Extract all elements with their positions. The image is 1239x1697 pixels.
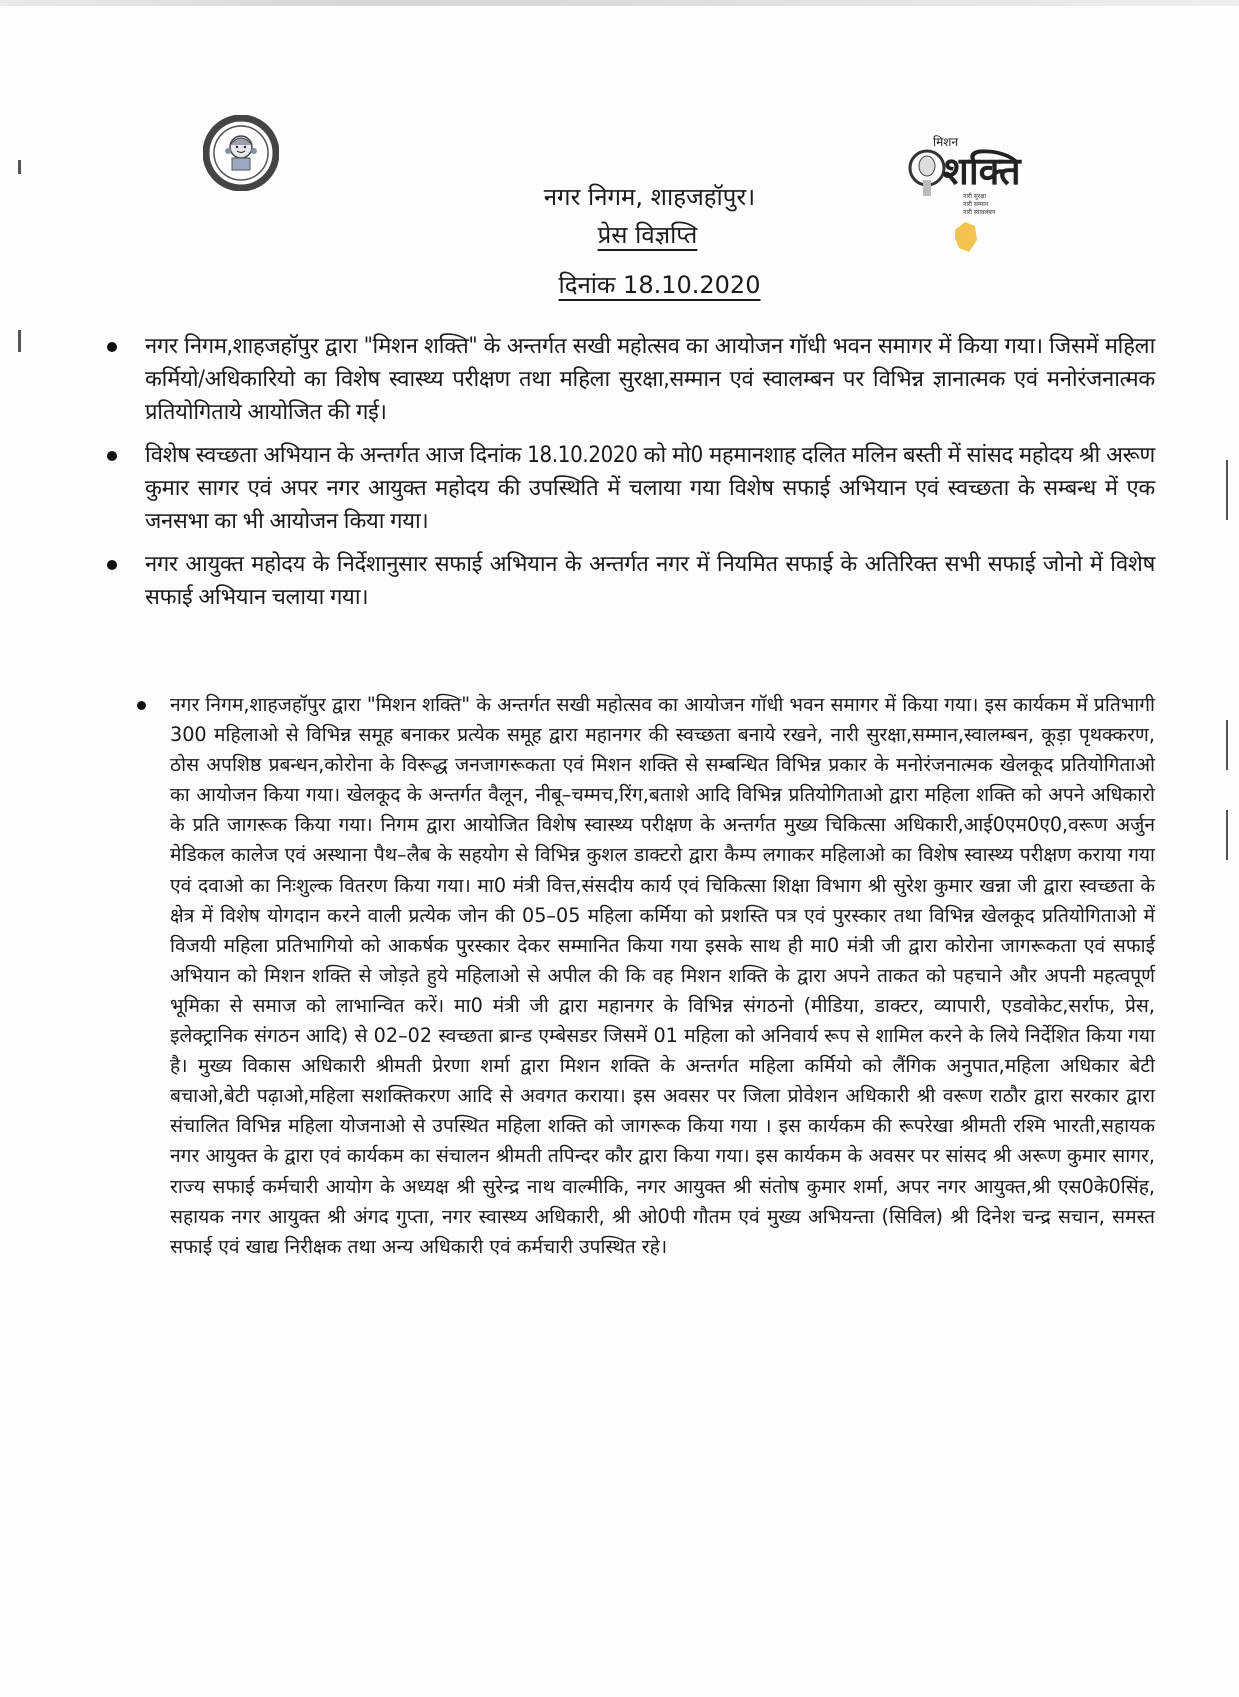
summary-list	[105, 330, 1155, 624]
bullet-icon	[107, 451, 117, 461]
scan-mark	[1226, 720, 1228, 770]
scan-mark	[18, 330, 21, 352]
logo-text-shakti: शक्ति	[943, 149, 1021, 193]
bullet-icon	[107, 342, 117, 352]
organization-name: नगर निगम, शाहजहॉपुर।	[543, 183, 756, 211]
logo-tagline-3: नारी स्वावलंबन	[963, 209, 996, 216]
summary-text: नगर निगम,शाहजहॉपुर द्वारा "मिशन शक्ति" के अन्तर्गत सखी महोत्सव का आयोजन गॉधी भवन समागर में किया गया। जिसमें महिला कर्मियो/अधिकारियो का विशेष स्वास्थ्य परीक्षण तथा महिला सुरक्षा,सम्मान एवं स्वालम्बन पर विभिन्न ज्ञानात्मक एवं मनोरंजनात्मक प्रतियोगिताये आयोजित की गई।	[145, 334, 1155, 425]
bullet-icon	[107, 560, 117, 570]
scan-top-edge	[0, 0, 1239, 6]
summary-item	[105, 548, 1155, 614]
scan-mark	[1226, 460, 1228, 520]
detail-item	[135, 690, 1155, 1262]
bullet-icon	[137, 701, 146, 710]
summary-text: नगर आयुक्त महोदय के निर्देशानुसार सफाई अभियान के अन्तर्गत नगर में नियमित सफाई के अतिरिक्त सभी सफाई जोनो में विशेष सफाई अभियान चलाया गया।	[145, 552, 1155, 610]
summary-item	[105, 439, 1155, 538]
scan-mark	[1226, 810, 1228, 860]
detail-list	[135, 690, 1155, 1262]
document-title: प्रेस विज्ञप्ति	[597, 221, 698, 249]
logo-tagline-1: नारी सुरक्षा	[963, 193, 987, 200]
summary-text: विशेष स्वच्छता अभियान के अन्तर्गत आज दिनांक 18.10.2020 को मो0 महमानशाह दलित मलिन बस्ती में सांसद महोदय श्री अरूण कुमार सागर एवं अपर नगर आयुक्त महोदय की उपस्थिति में चलाया गया विशेष सफाई अभियान एवं स्वच्छता के सम्बन्ध में एक जनसभा का भी आयोजन किया गया।	[145, 443, 1155, 534]
scan-mark	[18, 160, 21, 174]
document-date: दिनांक 18.10.2020	[558, 271, 761, 299]
summary-item	[105, 330, 1155, 429]
logo-text-mission: मिशन	[933, 135, 959, 149]
detail-text: नगर निगम,शाहजहॉपुर द्वारा "मिशन शक्ति" के अन्तर्गत सखी महोत्सव का आयोजन गॉधी भवन समागर में किया गया। इस कार्यकम में प्रतिभागी 300 महिलाओ से विभिन्न समूह बनाकर प्रत्येक समूह द्वारा महानगर की स्वच्छता बनाये रखने, नारी सुरक्षा,सम्मान,स्वालम्बन, कूड़ा पृथक्करण, ठोस अपशिष्ठ प्रबन्धन,कोरोना के विरूद्ध जनजागरूकता एवं मिशन शक्ति से सम्बन्धित विभिन्न प्रकार के मनोरंजनात्मक खेलकूद प्रतियोगिताओ का आयोजन किया गया। खेलकूद के अन्तर्गत वैलून, नीबू–चम्मच,रिंग,बताशे आदि विभिन्न प्रतियोगिताओ द्वारा महिला शक्ति को अपने अधिकारो के प्रति जागरूक किया गया। निगम द्वारा आयोजित विशेष स्वास्थ्य परीक्षण के अन्तर्गत मुख्य चिकित्सा अधिकारी,आई0एम0ए0,वरूण अर्जुन मेडिकल कालेज एवं अस्थाना पैथ–लैब के सहयोग से विभिन्न कुशल डाक्टरो द्वारा कैम्प लगाकर महिलाओ का विशेष स्वास्थ्य परीक्षण कराया गया एवं दवाओ का निःशुल्क वितरण किया गया। मा0 मंत्री वित्त,संसदीय कार्य एवं चिकित्सा शिक्षा विभाग श्री सुरेश कुमार खन्ना जी द्वारा स्वच्छता के क्षेत्र में विशेष योगदान करने वाली प्रत्येक जोन की 05–05 महिला कर्मिया को प्रशस्ति पत्र एवं पुरस्कार तथा विभिन्न खेलकूद प्रतियोगिताओ में विजयी महिला प्रतिभागियो को आकर्षक पुरस्कार देकर सम्मानित किया गया इसके साथ ही मा0 मंत्री जी द्वारा कोरोना जागरूकता एवं सफाई अभियान को मिशन शक्ति से जोड़ते हुये महिलाओ से अपील की कि वह मिशन शक्ति के द्वारा अपने ताकत को पहचाने और अपनी महत्वपूर्ण भूमिका से समाज को लाभान्वित करें। मा0 मंत्री जी द्वारा महानगर के विभिन्न संगठनो (मीडिया, डाक्टर, व्यापारी, एडवोकेट,सर्राफ, प्रेस, इलेक्ट्रानिक संगठन आदि) से 02–02 स्वच्छता ब्रान्ड एम्बेसडर जिसमें 01 महिला को अनिवार्य रूप से शामिल करने के लिये निर्देशित किया गया है। मुख्य विकास अधिकारी श्रीमती प्रेरणा शर्मा द्वारा मिशन शक्ति के अन्तर्गत महिला कर्मियो को लैंगिक अनुपात,महिला अधिकार बेटी बचाओ,बेटी पढ़ाओ,महिला सशक्तिकरण आदि से अवगत कराया। इस अवसर पर जिला प्रोवेशन अधिकारी श्री वरूण राठौर द्वारा सरकार द्वारा संचालित विभिन्न महिला योजनाओ से उपस्थित महिला शक्ति को जागरूक किया गया । इस कार्यकम की रूपरेखा श्रीमती रश्मि भारती,सहायक नगर आयुक्त के द्वारा एवं कार्यकम का संचालन श्रीमती तपिन्दर कौर द्वारा किया गया। इस कार्यकम के अवसर पर सांसद श्री अरूण कुमार सागर, राज्य सफाई कर्मचारी आयोग के अध्यक्ष श्री सुरेन्द्र नाथ वाल्मीकि, नगर आयुक्त श्री संतोष कुमार शर्मा, अपर नगर आयुक्त,श्री एस0के0सिंह, सहायक नगर आयुक्त श्री अंगद गुप्ता, नगर स्वास्थ्य अधिकारी, श्री ओ0पी गौतम एवं मुख्य अभियन्ता (सिविल) श्री दिनेश चन्द्र सचान, समस्त सफाई एवं खाद्य निरीक्षक तथा अन्य अधिकारी एवं कर्मचारी उपस्थित रहे।	[170, 693, 1155, 1258]
logo-tagline-2: नारी सम्मान	[963, 201, 989, 208]
